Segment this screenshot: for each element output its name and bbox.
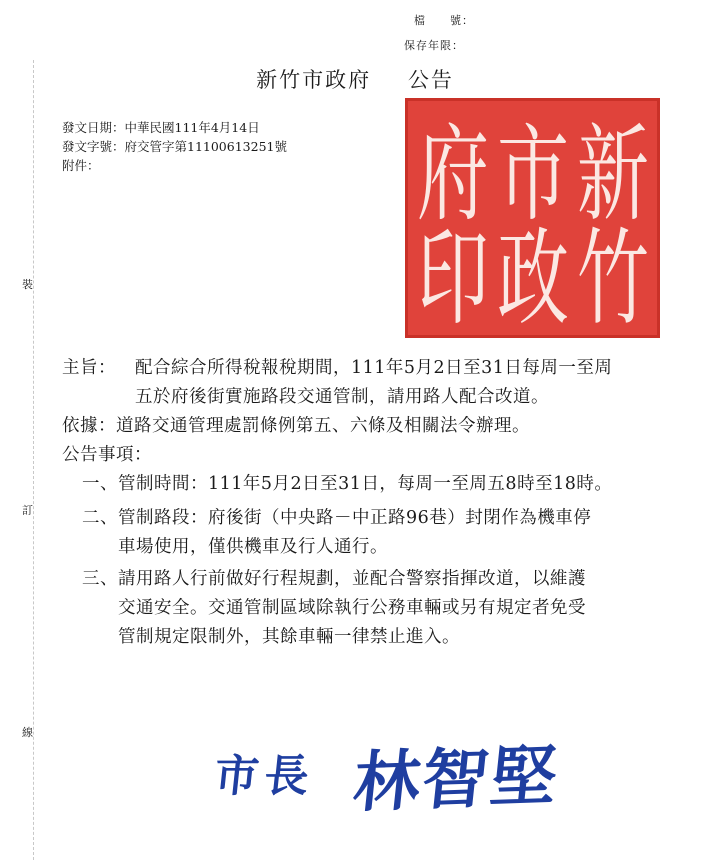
notice-items-label: 公告事項： (62, 445, 152, 465)
subject-line: 配合綜合所得稅報稅期間，111年5月2日至31日每周一至周 (135, 358, 613, 378)
basis-label: 依據： (62, 416, 116, 436)
mayor-title-signature: 市長 (211, 751, 318, 802)
margin-mark-zhuang: 裝 (22, 278, 33, 291)
item-number: 一、 (82, 474, 118, 494)
basis-text: 道路交通管理處罰條例第五、六條及相關法令辦理。 (116, 416, 530, 436)
item-line: 管制規定限制外，其餘車輛一律禁止進入。 (118, 627, 460, 647)
seal-char: 新 (577, 113, 650, 236)
seal-char: 府 (417, 113, 490, 236)
subject-line: 五於府後街實施路段交通管制，請用路人配合改道。 (135, 387, 549, 407)
seal-char: 竹 (577, 217, 650, 340)
issuing-org: 新竹市政府 (256, 68, 372, 92)
issue-number: 發文字號：府交管字第11100613251號 (62, 139, 287, 154)
item-number: 三、 (82, 569, 118, 589)
subject-label: 主旨： (62, 358, 116, 378)
document-type: 公告 (407, 68, 454, 92)
binding-margin-line (33, 60, 34, 860)
seal-char: 印 (417, 217, 490, 340)
page-title (0, 64, 710, 94)
mayor-name-signature: 林智堅 (349, 736, 563, 822)
seal-char: 市 (497, 113, 570, 236)
item-line: 車場使用，僅供機車及行人通行。 (118, 537, 388, 557)
seal-char: 政 (497, 217, 570, 340)
file-number-label: 檔 號： (414, 14, 474, 27)
margin-mark-xian: 線 (22, 726, 33, 739)
official-seal (405, 98, 660, 338)
issue-date: 發文日期：中華民國111年4月14日 (62, 120, 260, 135)
item-line: 請用路人行前做好行程規劃，並配合警察指揮改道，以維護 (118, 569, 586, 589)
margin-mark-ding: 訂 (22, 504, 33, 517)
item-line: 交通安全。交通管制區域除執行公務車輛或另有規定者免受 (118, 598, 586, 618)
item-line: 管制路段：府後街（中央路－中正路96巷）封閉作為機車停 (118, 508, 592, 528)
item-line: 管制時間：111年5月2日至31日，每周一至周五8時至18時。 (118, 474, 613, 494)
attachment-label: 附件： (62, 158, 100, 173)
retention-period-label: 保存年限： (404, 39, 464, 52)
item-number: 二、 (82, 508, 118, 528)
